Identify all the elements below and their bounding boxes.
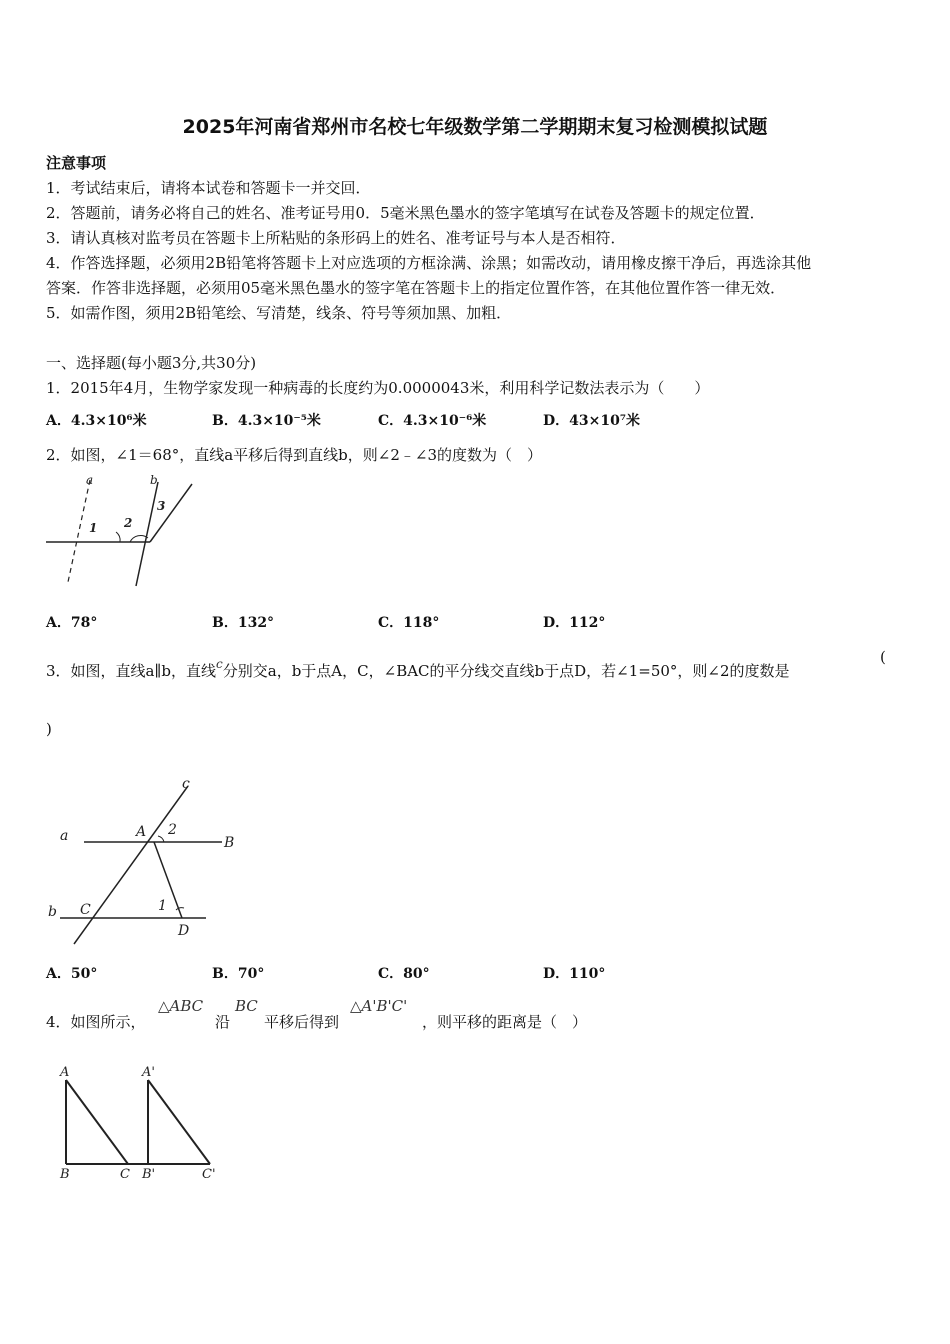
- q3-option-d: D．110°: [543, 966, 606, 982]
- q3-paren-close: ): [46, 720, 52, 738]
- q4-point-b: B: [60, 1167, 70, 1182]
- q3-paren-open: (: [880, 648, 886, 666]
- q2-label-a: a: [86, 473, 94, 487]
- note-item: 1．考试结束后，请将本试卷和答题卡一并交回．: [46, 179, 371, 197]
- q2-label-b: b: [150, 473, 158, 487]
- q4-text-post: ，则平移的距离是（ ）: [422, 1013, 588, 1031]
- q3-point-a: A: [136, 824, 147, 840]
- note-item: 答案．作答非选择题，必须用05毫米黑色墨水的签字笔在答题卡上的指定位置作答，在其他位置作答一律无效．: [46, 279, 786, 297]
- q3-text-pre: 3．如图，直线a∥b，直线: [46, 662, 217, 680]
- q4-text-pre: 4．如图所示，: [46, 1013, 146, 1031]
- q3-angle-2: 2: [168, 822, 177, 838]
- q4-segment-bc: BC: [235, 997, 258, 1015]
- note-item: 5．如需作图，须用2B铅笔绘、写清楚，线条、符号等须加黑、加粗．: [46, 304, 512, 322]
- q3-line-c: c: [216, 657, 223, 671]
- q1-option-a: A．4.3×10⁶米: [46, 413, 147, 429]
- question-3-text: [46, 657, 790, 681]
- q1-option-d: D．43×10⁷米: [543, 413, 640, 429]
- q4-figure: [50, 1058, 230, 1188]
- note-item: 3．请认真核对监考员在答题卡上所粘贴的条形码上的姓名、准考证号与本人是否相符．: [46, 229, 626, 247]
- q2-angle-2: 2: [124, 516, 133, 530]
- q4-text-mid: 平移后得到: [264, 1013, 340, 1031]
- section-heading: 一、选择题(每小题3分,共30分): [46, 354, 257, 372]
- note-item: 2．答题前，请务必将自己的姓名、准考证号用0．5毫米黑色墨水的签字笔填写在试卷及答题卡的规定位置．: [46, 204, 765, 222]
- question-1-text: 1．2015年4月，生物学家发现一种病毒的长度约为0.0000043米，利用科学记数法表示为（ ）: [46, 379, 710, 397]
- q2-figure: [40, 470, 200, 590]
- q2-option-a: A．78°: [46, 615, 98, 631]
- q3-figure: [40, 772, 250, 952]
- q3-option-a: A．50°: [46, 966, 98, 982]
- q3-option-c: C．80°: [378, 966, 430, 982]
- q4-triangle-abc: △ABC: [158, 997, 204, 1015]
- q1-option-c: C．4.3×10⁻⁶米: [378, 413, 487, 429]
- q3-label-a: a: [60, 828, 69, 844]
- q4-triangle-abc-prime: △A'B'C': [350, 997, 408, 1015]
- q4-text-along: 沿: [215, 1013, 231, 1031]
- q4-point-a-prime: A': [142, 1065, 155, 1080]
- q4-point-b-prime: B': [142, 1167, 156, 1182]
- q3-point-d: D: [178, 923, 190, 939]
- q2-angle-1: 1: [89, 521, 98, 535]
- notes-heading: 注意事项: [46, 154, 107, 172]
- question-2-text: 2．如图，∠1＝68°，直线a平移后得到直线b，则∠2﹣∠3的度数为（ ）: [46, 446, 543, 464]
- q3-text-post: 分别交a，b于点A，C，∠BAC的平分线交直线b于点D，若∠1=50°，则∠2的度数是: [222, 662, 790, 680]
- q4-point-a: A: [60, 1065, 70, 1080]
- q3-label-c: c: [182, 776, 190, 792]
- page-title: 2025年河南省郑州市名校七年级数学第二学期期末复习检测模拟试题: [182, 116, 768, 138]
- q3-label-b: b: [48, 904, 57, 920]
- q3-angle-1: 1: [158, 898, 167, 914]
- q3-option-b: B．70°: [212, 966, 265, 982]
- q2-option-b: B．132°: [212, 615, 275, 631]
- q2-option-c: C．118°: [378, 615, 440, 631]
- q2-angle-3: 3: [157, 499, 166, 513]
- q2-option-d: D．112°: [543, 615, 606, 631]
- note-item: 4．作答选择题，必须用2B铅笔将答题卡上对应选项的方框涂满、涂黑；如需改动，请用橡皮擦干净后，再选涂其他: [46, 254, 812, 272]
- q3-point-c: C: [80, 902, 91, 918]
- q4-point-c-prime: C': [202, 1167, 216, 1182]
- q4-point-c: C: [120, 1167, 130, 1182]
- q3-point-b: B: [224, 835, 235, 851]
- q1-option-b: B．4.3×10⁻⁵米: [212, 413, 321, 429]
